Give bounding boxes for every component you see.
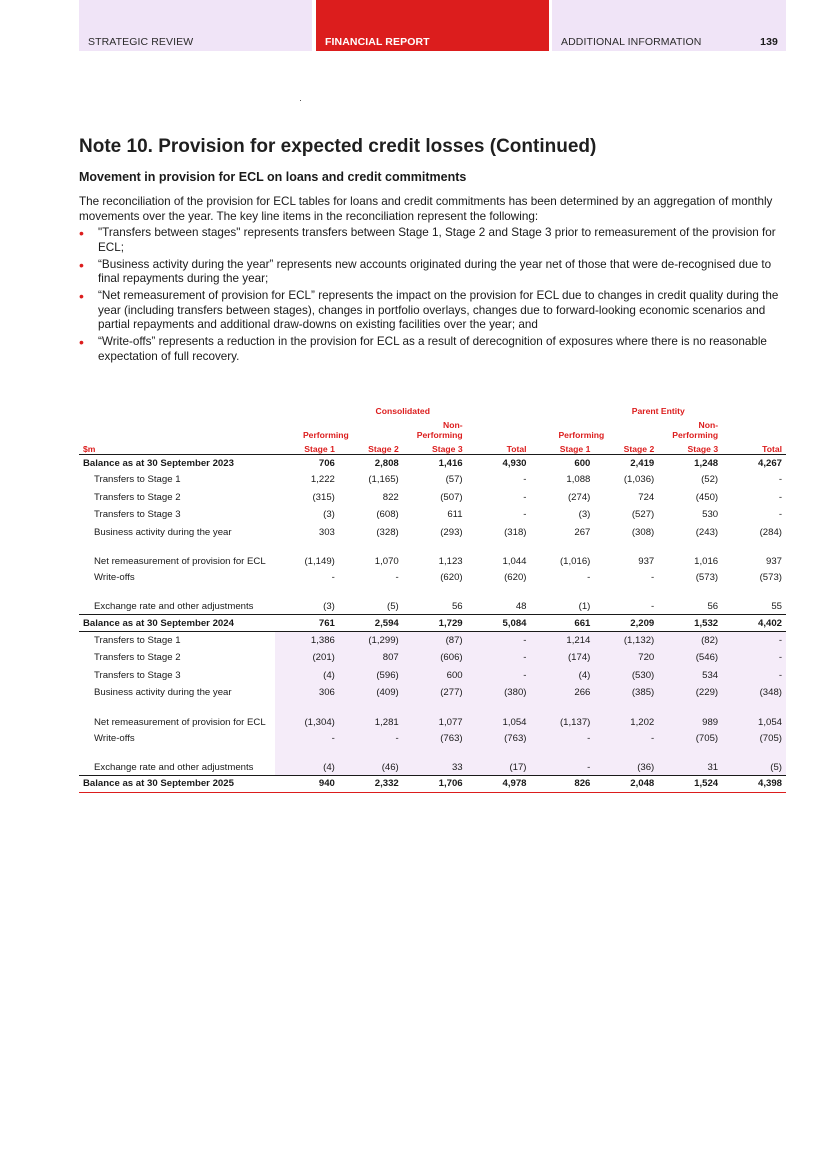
table-cell: - — [594, 730, 658, 748]
table-row — [79, 747, 786, 775]
performing-header: Performing — [558, 430, 605, 440]
table-cell: 33 — [403, 747, 467, 775]
table-cell: (573) — [695, 572, 719, 584]
table-cell: - — [467, 667, 531, 685]
table-cell: 761 — [275, 615, 339, 632]
tab-financial-report[interactable] — [316, 0, 549, 51]
tab-additional-information[interactable] — [552, 0, 786, 51]
row-label: Exchange rate and other adjustments — [94, 601, 254, 612]
section-subtitle: Movement in provision for ECL on loans and credit commitments — [79, 170, 467, 184]
table-cell: 807 — [339, 649, 403, 667]
table-cell: 1,532 — [658, 615, 722, 632]
table-cell: 31 — [658, 747, 722, 775]
table-cell: - — [523, 491, 527, 503]
table-cell: 1,044 — [502, 556, 527, 567]
table-cell: 4,398 — [722, 775, 786, 792]
table-cell: (328) — [376, 526, 399, 538]
table-body — [79, 455, 786, 793]
table-cell: 2,594 — [339, 615, 403, 632]
table-cell: 937 — [638, 556, 655, 567]
table-cell: (52) — [701, 474, 719, 486]
table-row — [79, 667, 786, 685]
row-label: Transfers to Stage 2 — [94, 491, 181, 503]
table-cell: 1,416 — [438, 457, 463, 469]
table-cell: 1,123 — [438, 556, 463, 567]
table-cell: (409) — [339, 684, 403, 702]
table-cell: 1,386 — [275, 632, 339, 650]
table-cell: (546) — [658, 649, 722, 667]
table-cell: (1) — [578, 601, 591, 612]
table-cell: (308) — [631, 526, 655, 538]
column-header: Stage 3 — [403, 440, 467, 455]
table-cell: (596) — [339, 667, 403, 685]
table-cell: - — [523, 509, 527, 521]
table-cell: 1,281 — [339, 702, 403, 730]
table-cell: - — [339, 730, 403, 748]
row-label: Balance as at 30 September 2024 — [79, 615, 275, 632]
table-cell: 4,402 — [722, 615, 786, 632]
tab-label: FINANCIAL REPORT — [325, 36, 430, 48]
table-cell: - — [467, 632, 531, 650]
table-cell: - — [778, 491, 783, 503]
unit-header: $m — [79, 440, 275, 455]
table-row — [79, 587, 786, 615]
table-cell: 267 — [574, 526, 591, 538]
table-cell: - — [275, 730, 339, 748]
table-cell: (763) — [467, 730, 531, 748]
table-cell: (87) — [403, 632, 467, 650]
page-number: 139 — [760, 36, 778, 48]
table-cell: (3) — [323, 601, 335, 612]
bullet-list — [79, 226, 786, 364]
row-label: Balance as at 30 September 2025 — [79, 775, 275, 792]
table-cell: (277) — [403, 684, 467, 702]
table-cell: (1,132) — [594, 632, 658, 650]
table-cell: - — [651, 601, 655, 612]
table-cell: 2,419 — [630, 457, 655, 469]
table-cell: 1,706 — [403, 775, 467, 792]
table-row — [79, 775, 786, 792]
table-cell: - — [531, 730, 595, 748]
table-row — [79, 615, 786, 632]
tab-label: ADDITIONAL INFORMATION — [561, 36, 702, 48]
table-cell: (4) — [531, 667, 595, 685]
table-cell: (4) — [275, 747, 339, 775]
table-row — [79, 684, 786, 702]
table-cell: (293) — [440, 526, 463, 538]
list-item: • “Net remeasurement of provision for ECL” represents the impact on the provision for ECL due to changes in credit quality during the year (including transfers between stages), changes in portfolio overlays, changes due to forward-looking economic scenarios and partial repayments and additional draw-downs on existing facilities over the year; and — [79, 289, 786, 333]
page-title: Note 10. Provision for expected credit losses (Continued) — [79, 136, 597, 157]
table-cell: (606) — [403, 649, 467, 667]
row-label: Net remeasurement of provision for ECL — [94, 556, 266, 567]
table-cell: - — [778, 509, 783, 521]
table-cell: 1,222 — [310, 474, 335, 486]
table-cell: 266 — [531, 684, 595, 702]
table-cell: (608) — [376, 509, 399, 521]
table-cell: (385) — [594, 684, 658, 702]
table-cell: (380) — [467, 684, 531, 702]
table-cell: - — [587, 572, 591, 584]
table-row — [79, 471, 786, 489]
row-label: Write-offs — [94, 732, 135, 744]
table-cell: (4) — [275, 667, 339, 685]
table-cell: 1,524 — [658, 775, 722, 792]
table-cell: 1,016 — [694, 556, 719, 567]
table-cell: 1,070 — [374, 556, 399, 567]
table-cell: 600 — [403, 667, 467, 685]
table-cell: - — [467, 649, 531, 667]
table-cell: (57) — [445, 474, 463, 486]
ecl-reconciliation-table — [79, 402, 786, 793]
table-cell: (527) — [631, 509, 655, 521]
table-cell: 1,248 — [694, 457, 719, 469]
column-header: Stage 2 — [339, 440, 403, 455]
column-header: Total — [467, 440, 531, 455]
table-cell: 600 — [574, 457, 591, 469]
row-label: Balance as at 30 September 2023 — [83, 457, 234, 469]
column-header: Stage 3 — [658, 440, 722, 455]
table-cell: 1,088 — [566, 474, 591, 486]
table-cell: (3) — [578, 509, 591, 521]
table-cell: 611 — [447, 509, 463, 521]
column-header: Stage 2 — [594, 440, 658, 455]
table-row — [79, 455, 786, 472]
table-cell: 56 — [451, 601, 463, 612]
table-cell: (620) — [440, 572, 463, 584]
row-label: Net remeasurement of provision for ECL — [94, 716, 266, 728]
table-cell: (507) — [440, 491, 463, 503]
table-cell: (229) — [658, 684, 722, 702]
table-cell: (243) — [695, 526, 719, 538]
column-header: Stage 1 — [275, 440, 339, 455]
table-row — [79, 506, 786, 524]
table-cell: (46) — [339, 747, 403, 775]
table-cell: 1,054 — [722, 702, 786, 730]
table-cell: 724 — [638, 491, 655, 503]
table-cell: 2,048 — [594, 775, 658, 792]
table-cell: (82) — [658, 632, 722, 650]
table-cell: 55 — [771, 601, 783, 612]
table-cell: 48 — [515, 601, 527, 612]
table-cell: (450) — [695, 491, 719, 503]
table-cell: - — [331, 572, 335, 584]
table-cell: (318) — [504, 526, 527, 538]
table-cell: 4,267 — [758, 457, 783, 469]
table-cell: 5,084 — [467, 615, 531, 632]
table-cell: (1,304) — [275, 702, 339, 730]
table-cell: (201) — [275, 649, 339, 667]
section-nav — [79, 0, 786, 51]
table-cell: - — [395, 572, 399, 584]
table-cell: (315) — [312, 491, 335, 503]
table-cell: - — [651, 572, 655, 584]
table-cell: (1,165) — [368, 474, 399, 486]
table-row — [79, 524, 786, 542]
row-label: Write-offs — [94, 572, 135, 584]
table-cell: (1,149) — [304, 556, 335, 567]
table-row — [79, 541, 786, 569]
non-performing-header: Non- Performing — [416, 420, 463, 440]
row-label: Transfers to Stage 1 — [94, 635, 181, 646]
row-label: Business activity during the year — [94, 526, 232, 538]
table-cell: - — [722, 649, 786, 667]
table-cell: (1,016) — [559, 556, 591, 567]
row-label: Transfers to Stage 3 — [94, 509, 181, 521]
table-cell: 706 — [318, 457, 335, 469]
table-row — [79, 489, 786, 507]
table-cell: (174) — [531, 649, 595, 667]
table-cell: 940 — [275, 775, 339, 792]
tab-strategic-review[interactable] — [79, 0, 312, 51]
performing-header: Performing — [302, 430, 349, 440]
table-row — [79, 632, 786, 650]
table-cell: (5) — [387, 601, 399, 612]
table-cell: 534 — [658, 667, 722, 685]
table-cell: 720 — [594, 649, 658, 667]
table-cell: 1,202 — [594, 702, 658, 730]
table-cell: 1,729 — [403, 615, 467, 632]
table-cell: (36) — [594, 747, 658, 775]
table-cell: - — [523, 474, 527, 486]
table-cell: 2,808 — [374, 457, 399, 469]
table-cell: (274) — [567, 491, 591, 503]
table-cell: 4,978 — [467, 775, 531, 792]
table-cell: (1,137) — [531, 702, 595, 730]
column-header: Total — [722, 440, 786, 455]
ecl-table-wrapper — [79, 402, 786, 793]
table-cell: 2,209 — [594, 615, 658, 632]
table-cell: (5) — [722, 747, 786, 775]
table-cell: - — [778, 474, 783, 486]
table-row — [79, 569, 786, 587]
intro-paragraph: The reconciliation of the provision for ECL tables for loans and credit commitments has been determined by an aggregation of monthly movements over the year. The key line items in the reconciliation represent the following: — [79, 195, 773, 223]
table-cell: 661 — [531, 615, 595, 632]
table-row — [79, 702, 786, 730]
row-label: Transfers to Stage 3 — [94, 669, 181, 681]
table-cell: 822 — [382, 491, 399, 503]
column-header: Stage 1 — [531, 440, 595, 455]
note-content — [79, 136, 786, 367]
table-cell: (348) — [722, 684, 786, 702]
table-cell: 530 — [702, 509, 719, 521]
table-cell: 2,332 — [339, 775, 403, 792]
table-cell: 4,930 — [502, 457, 527, 469]
table-row — [79, 649, 786, 667]
table-cell: 56 — [707, 601, 719, 612]
table-cell: (1,299) — [339, 632, 403, 650]
table-cell: 1,214 — [531, 632, 595, 650]
table-cell: (573) — [759, 572, 783, 584]
table-cell: - — [722, 667, 786, 685]
table-cell: - — [722, 632, 786, 650]
group-header-parent-entity: Parent Entity — [631, 406, 685, 416]
non-performing-header: Non- Performing — [672, 420, 719, 440]
table-cell: 1,054 — [467, 702, 531, 730]
table-cell: (620) — [504, 572, 527, 584]
list-item: • “Business activity during the year” represents new accounts originated during the year net of those that were de-recognised due to final repayments during the year; — [79, 258, 786, 287]
row-label: Exchange rate and other adjustments — [94, 761, 254, 773]
row-label: Transfers to Stage 1 — [94, 474, 181, 486]
table-cell: (17) — [467, 747, 531, 775]
table-cell: (530) — [594, 667, 658, 685]
row-label: Business activity during the year — [94, 687, 232, 699]
group-header-consolidated: Consolidated — [375, 406, 430, 416]
table-cell: 303 — [318, 526, 335, 538]
table-cell: (705) — [658, 730, 722, 748]
table-cell: 937 — [766, 556, 783, 567]
list-item: • “Write-offs” represents a reduction in the provision for ECL as a result of derecognition of exposures where there is no reasonable expectation of full recovery. — [79, 335, 786, 364]
table-cell: (3) — [323, 509, 335, 521]
table-cell: 989 — [658, 702, 722, 730]
list-item: • "Transfers between stages" represents transfers between Stage 1, Stage 2 and Stage 3 prior to remeasurement of the provision for ECL; — [79, 226, 786, 255]
table-cell: (1,036) — [623, 474, 655, 486]
row-label: Transfers to Stage 2 — [94, 652, 181, 664]
tab-label: STRATEGIC REVIEW — [88, 36, 194, 48]
table-cell: 826 — [531, 775, 595, 792]
table-cell: - — [531, 747, 595, 775]
table-cell: (705) — [722, 730, 786, 748]
table-cell: 1,077 — [403, 702, 467, 730]
stray-dot — [300, 100, 301, 101]
table-cell: (763) — [403, 730, 467, 748]
table-row — [79, 730, 786, 748]
table-cell: (284) — [759, 526, 783, 538]
table-cell: 306 — [275, 684, 339, 702]
